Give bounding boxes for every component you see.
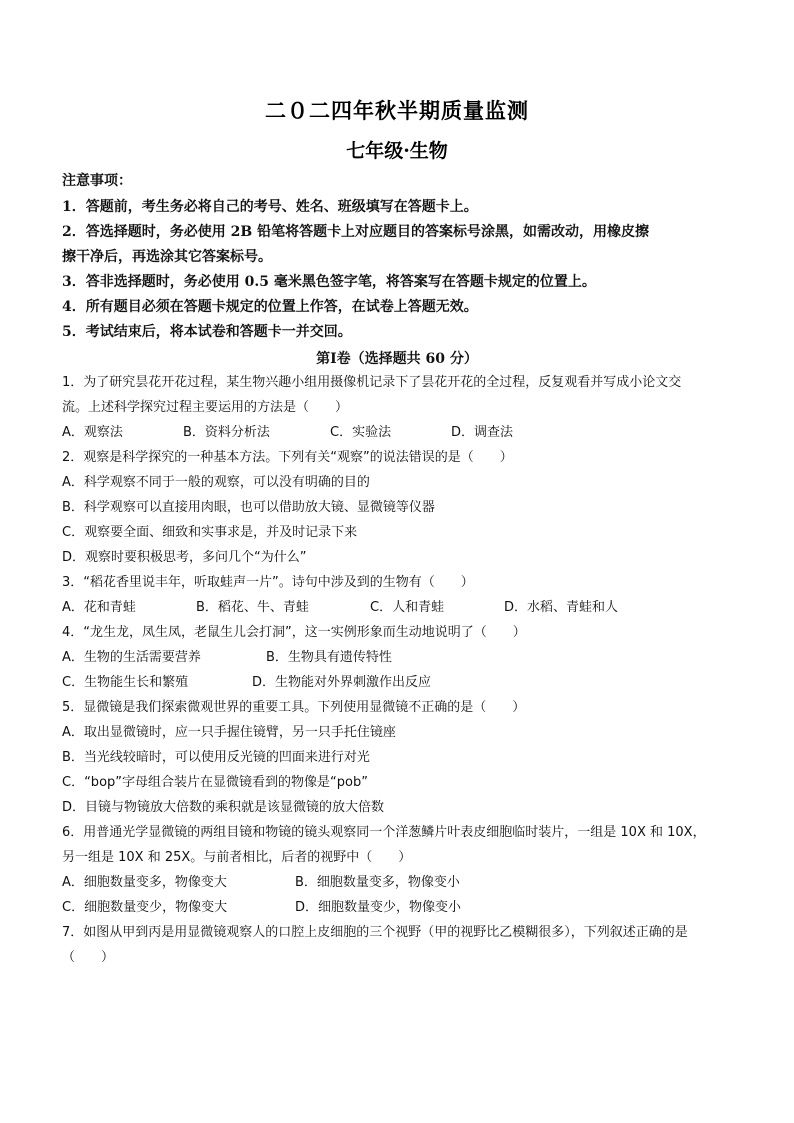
- section-title: 第Ⅰ卷（选择题共 60 分）: [316, 351, 478, 367]
- question-5-option-b: B．当光线较暗时，可以使用反光镜的凹面来进行对光: [62, 750, 370, 765]
- question-6-option-c: C．细胞数量变少，物像变大: [62, 900, 228, 915]
- question-2-stem: 2．观察是科学探究的一种基本方法。下列有关“观察”的说法错误的是（ ）: [62, 450, 513, 465]
- note-item: 5．考试结束后，将本试卷和答题卡一并交回。: [62, 324, 352, 340]
- exam-title: 二０二四年秋半期质量监测: [265, 98, 529, 123]
- note-item: 3．答非选择题时，务必使用 0.5 毫米黑色签字笔，将答案写在答题卡规定的位置上。: [62, 274, 596, 290]
- question-5-stem: 5．显微镜是我们探索微观世界的重要工具。下列使用显微镜不正确的是（ ）: [62, 700, 526, 715]
- question-1-stem: 1．为了研究昙花开花过程，某生物兴趣小组用摄像机记录下了昙花开花的全过程，反复观看并写成小论文交: [62, 375, 682, 390]
- question-6-stem: 6．用普通光学显微镜的两组目镜和物镜的镜头观察同一个洋葱鳞片叶表皮细胞临时装片，一组是 10X 和 10X，: [62, 825, 706, 840]
- question-5-option-a: A．取出显微镜时，应一只手握住镜臂，另一只手托住镜座: [62, 725, 396, 740]
- question-2-option-d: D．观察时要积极思考，多问几个“为什么”: [62, 550, 307, 565]
- question-1-option-a: A．观察法: [62, 425, 123, 440]
- question-7-stem: 7．如图从甲到丙是用显微镜观察人的口腔上皮细胞的三个视野（甲的视野比乙模糊很多），下列叙述正确的是: [62, 925, 688, 940]
- note-item: 1．答题前，考生务必将自己的考号、姓名、班级填写在答题卡上。: [62, 199, 478, 215]
- question-4-option-d: D．生物能对外界刺激作出反应: [252, 675, 432, 690]
- question-5-option-c: C．“bop”字母组合装片在显微镜看到的物像是“pob”: [62, 775, 368, 790]
- question-1-option-b: B．资料分析法: [183, 425, 270, 440]
- question-1-option-d: D．调查法: [451, 425, 514, 440]
- question-6-stem: 另一组是 10X 和 25X。与前者相比，后者的视野中（ ）: [62, 850, 412, 865]
- question-1-stem: 流。上述科学探究过程主要运用的方法是（ ）: [62, 400, 349, 415]
- question-4-option-c: C．生物能生长和繁殖: [62, 675, 189, 690]
- exam-subtitle: 七年级·生物: [346, 140, 448, 162]
- question-4-option-b: B．生物具有遗传特性: [266, 650, 392, 665]
- notes-heading: 注意事项：: [62, 173, 132, 189]
- question-3-option-b: B．稻花、牛、青蛙: [196, 600, 309, 615]
- note-item: 2．答选择题时，务必使用 2B 铅笔将答题卡上对应题目的答案标号涂黑，如需改动，用橡皮擦: [62, 224, 650, 240]
- question-1-option-c: C．实验法: [330, 425, 392, 440]
- question-4-stem: 4．“龙生龙，凤生凤，老鼠生儿会打洞”，这一实例形象而生动地说明了（ ）: [62, 625, 526, 640]
- question-3-stem: 3．“稻花香里说丰年，听取蛙声一片”。诗句中涉及到的生物有（ ）: [62, 575, 474, 590]
- question-5-option-d: D．目镜与物镜放大倍数的乘积就是该显微镜的放大倍数: [62, 800, 385, 815]
- question-2-option-c: C．观察要全面、细致和实事求是，并及时记录下来: [62, 525, 358, 540]
- question-3-option-d: D．水稻、青蛙和人: [504, 600, 619, 615]
- question-4-option-a: A．生物的生活需要营养: [62, 650, 201, 665]
- question-2-option-b: B．科学观察可以直接用肉眼，也可以借助放大镜、显微镜等仪器: [62, 500, 435, 515]
- question-7-stem: （ ）: [62, 950, 115, 965]
- question-3-option-a: A．花和青蛙: [62, 600, 136, 615]
- question-6-option-d: D．细胞数量变少，物像变小: [295, 900, 462, 915]
- question-6-option-b: B．细胞数量变多，物像变小: [295, 875, 460, 890]
- question-2-option-a: A．科学观察不同于一般的观察，可以没有明确的目的: [62, 475, 370, 490]
- question-6-option-a: A．细胞数量变多，物像变大: [62, 875, 227, 890]
- note-item: 擦干净后，再选涂其它答案标号。: [62, 249, 272, 265]
- note-item: 4．所有题目必须在答题卡规定的位置上作答，在试卷上答题无效。: [62, 299, 478, 315]
- question-3-option-c: C．人和青蛙: [370, 600, 445, 615]
